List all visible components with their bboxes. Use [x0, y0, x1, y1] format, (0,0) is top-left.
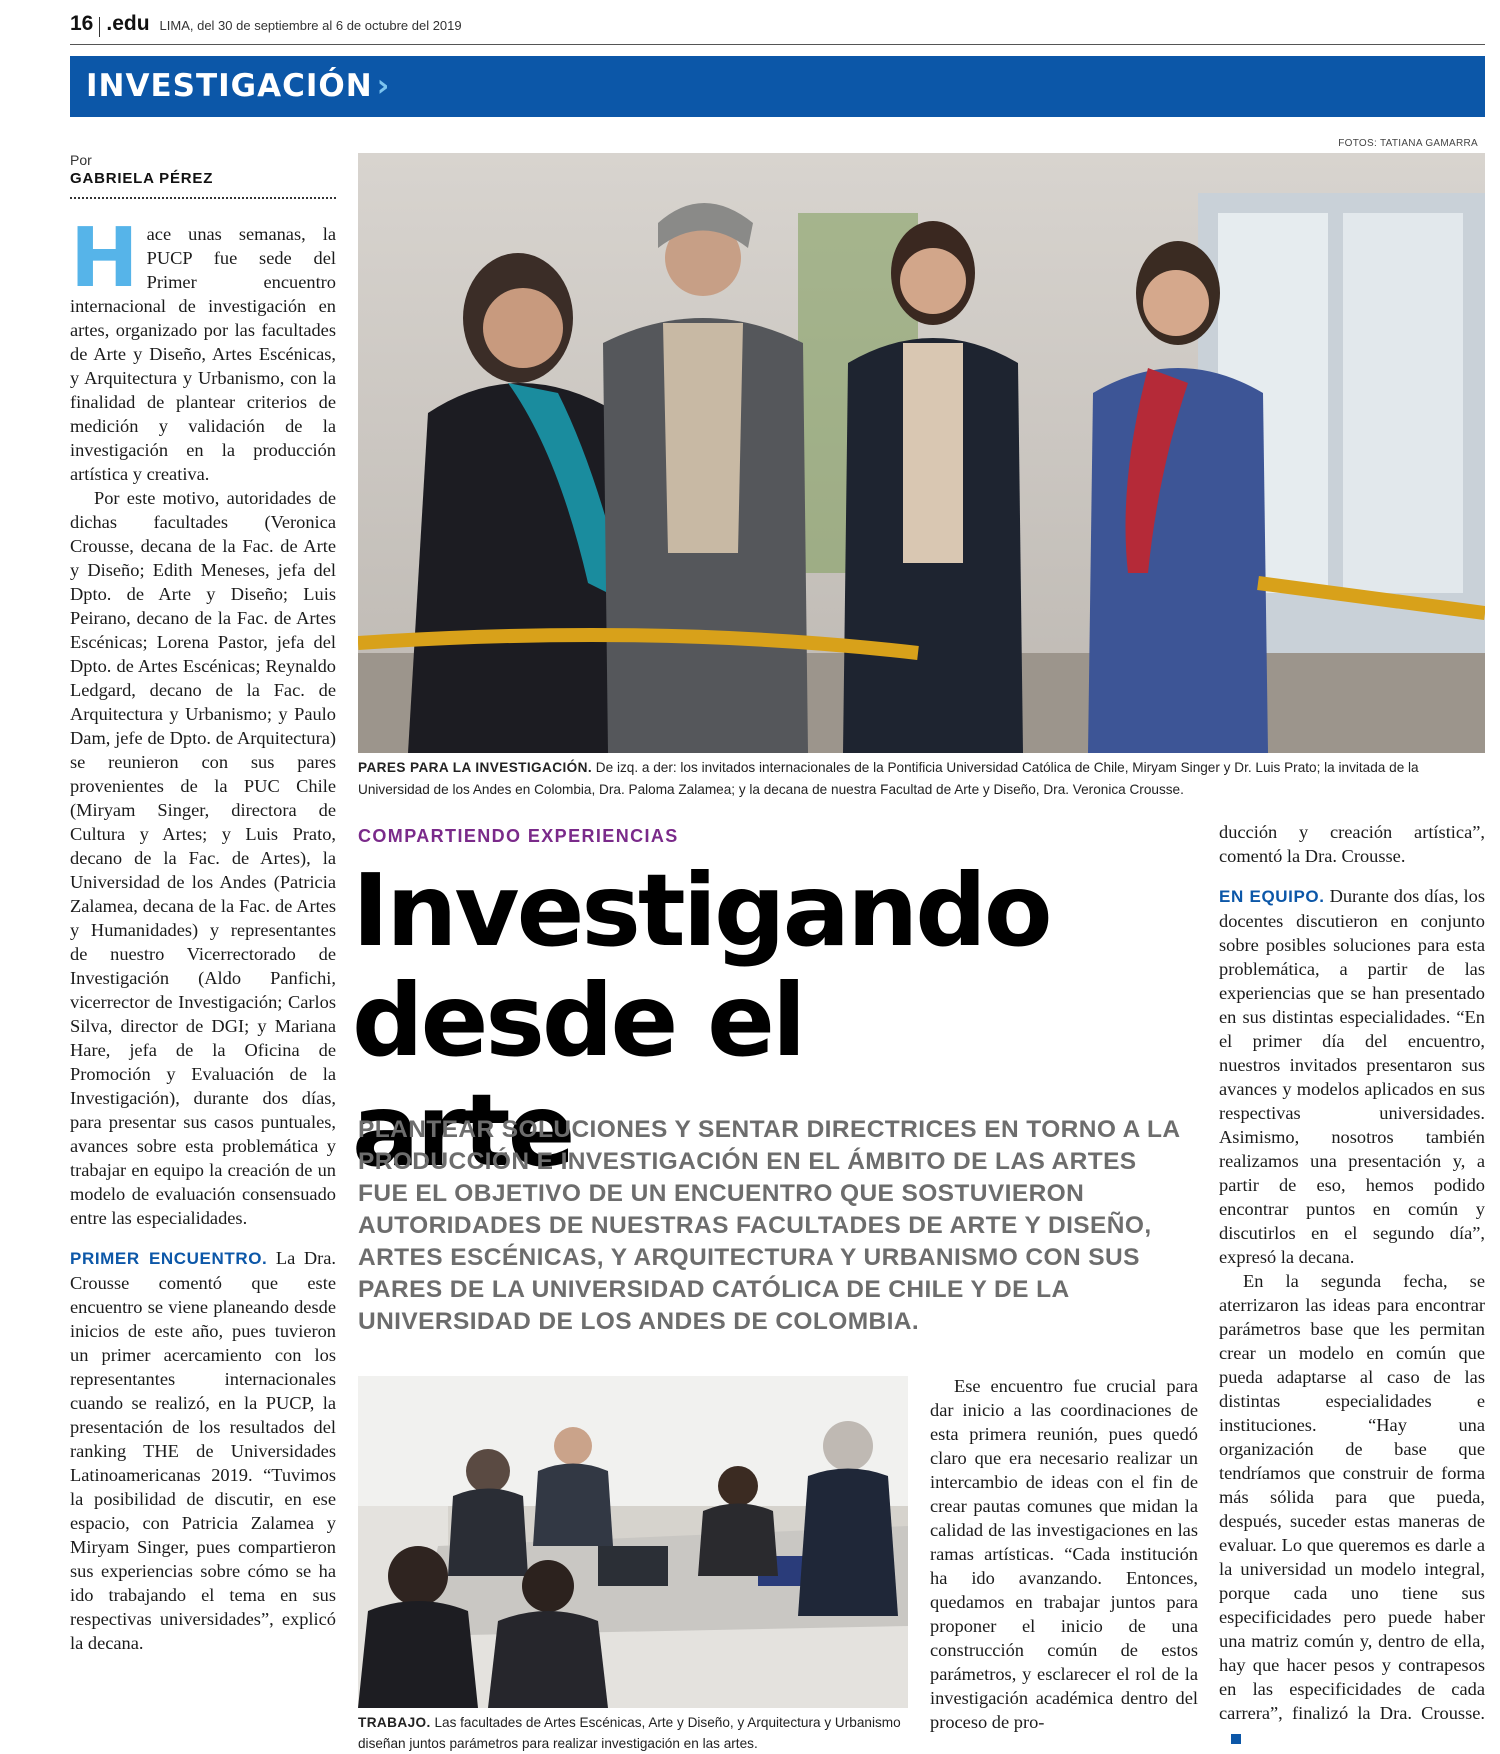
paragraph-7-text: En la segunda fecha, se aterrizaron las ideas para encontrar parámetros base que les permitan crear un modelo en común que pueda adaptarse al caso de las distintas especialidades e instituciones. “Hay una organización de base que tendríamos que construir de forma más sólida para que pueda, después, suceder estas maneras de evaluar. Lo que queremos es darle a la universidad un modelo integral, porque cada uno tiene sus especificidades pero puede haber una matriz común y, dentro de ella, hay que hacer pesos y contrapesos en las especificidades de cada carrera”, finalizó la Dra. Crousse.	[1219, 1271, 1485, 1723]
chevron-right-icon: ›	[376, 68, 391, 104]
paragraph-4: Ese encuentro fue crucial para dar inicio a las coordinaciones de esta primera reunión, pues quedó claro que era necesario realizar un intercambio de ideas con el fin de crear pautas comunes que midan la calidad de las investigaciones en las ramas artísticas. “Cada institución ha ido avanzando. Entonces, quedamos en trabajar juntos para proponer el inicio de una construcción común de estos parámetros, y esclarecer el rol de la investigación académica dentro del proceso de pro-	[930, 1376, 1198, 1732]
kicker: COMPARTIENDO EXPERIENCIAS	[358, 826, 679, 846]
article-column-1	[70, 222, 336, 1747]
subhead-en-equipo: EN EQUIPO.	[1219, 887, 1325, 906]
folio-divider	[99, 17, 100, 37]
main-photo-caption	[358, 757, 1485, 801]
meeting-image	[358, 1376, 908, 1708]
second-photo-caption	[358, 1712, 908, 1754]
paragraph-6-text: Durante dos días, los docentes discutieron en conjunto sobre posibles soluciones para esta problemática, a partir de las experiencias que se han presentado en sus distintas especialidades. “En el primer día del encuentro, nuestros invitados presentaron sus avances y modelos aplicados en sus respectivas universidades. Asimismo, nosotros también realizamos una presentación y, a partir de eso, hemos podido encontrar puntos en común y discutirlos en el segundo día”, expresó la decana.	[1219, 886, 1485, 1267]
caption-text-2: Las facultades de Artes Escénicas, Arte y Diseño, y Arquitectura y Urbanismo diseñan juntos parámetros para realizar investigación en las artes.	[358, 1715, 901, 1751]
folio-line	[70, 12, 462, 42]
byline-divider	[70, 197, 336, 199]
paragraph-6	[1219, 884, 1485, 1269]
headline-line-1: Investigando	[352, 852, 1050, 969]
paragraph-1	[70, 222, 336, 486]
paragraph-2: Por este motivo, autoridades de dichas facultades (Veronica Crousse, decana de la Fac. de Arte y Diseño; Edith Meneses, jefa del Dpto. de Arte y Diseño; Luis Peirano, decano de la Fac. de Artes Escénicas; Lorena Pastor, jefa del Dpto. de Artes Escénicas; Reynaldo Ledgard, decano de la Fac. de Arquitectura y Urbanismo; y Paulo Dam, jefe de Dpto. de Arquitectura) se reunieron con sus pares provenientes de la PUC Chile (Miryam Singer, directora de Cultura y Artes; y Luis Prato, decano de la Fac. de Artes), la Universidad de los Andes (Patricia Zalamea, decana de la Fac. de Artes y Humanidades) y representantes de nuestro Vicerrectorado de Investigación (Aldo Panfichi, vicerrector de Investigación; Carlos Silva, director de DGI; y Mariana Hare, jefa de la Oficina de Promoción y Evaluación de la Investigación), durante dos días, para presentar sus casos puntuales, avances sobre esta problemática y trabajar en equipo la creación de un modelo de evaluación consensuado entre las especialidades.	[70, 488, 336, 1228]
byline-prefix: Por	[70, 152, 92, 168]
paragraph-5: ducción y creación artística”, comentó la Dra. Crousse.	[1219, 822, 1485, 866]
second-photo	[358, 1376, 908, 1708]
drop-cap: H	[70, 222, 139, 306]
article-column-3	[930, 1374, 1198, 1754]
paragraph-1-text: ace unas semanas, la PUCP fue sede del Primer encuentro internacional de investigación en artes, organizado por las facultades de Arte y Diseño, Artes Escénicas, y Arquitectura y Urbanismo, con la finalidad de plantear criterios de medición y validación de la investigación en la producción artística y creativa.	[70, 224, 336, 484]
caption-lead: PARES PARA LA INVESTIGACIÓN.	[358, 760, 593, 775]
headline-line-2: desde el arte	[352, 962, 804, 1189]
group-portrait-image	[358, 153, 1485, 753]
subhead-primer-encuentro: PRIMER ENCUENTRO.	[70, 1249, 268, 1268]
caption-lead-2: TRABAJO.	[358, 1715, 431, 1730]
publication-brand: .edu	[106, 12, 150, 35]
dateline: LIMA, del 30 de septiembre al 6 de octubre del 2019	[159, 18, 462, 33]
section-title: INVESTIGACIÓN	[86, 68, 373, 104]
top-rule	[70, 44, 1485, 45]
section-label	[86, 68, 390, 104]
page-number: 16	[70, 12, 94, 35]
end-of-article-mark	[1231, 1734, 1241, 1744]
caption-text: De izq. a der: los invitados internacionales de la Pontificia Universidad Católica de Chile, Miryam Singer y Dr. Luis Prato; la invitada de la Universidad de los Andes en Colombia, Dra. Paloma Zalamea; y la decana de nuestra Facultad de Arte y Diseño, Dra. Veronica Crousse.	[358, 760, 1419, 797]
section-band	[70, 56, 1485, 117]
paragraph-3-text: La Dra. Crousse comentó que este encuentro se viene planeando desde inicios de este año, pues tuvieron un primer acercamiento con los representantes internacionales cuando se realizó, en la PUCP, la presentación de los resultados del ranking THE de Universidades Latinoamericanas 2019. “Tuvimos la posibilidad de discutir, en ese espacio, con Patricia Zalamea y Miryam Singer, pues compartieron sus experiencias sobre cómo se ha ido trabajando el tema en sus respectivas universidades”, explicó la decana.	[70, 1248, 336, 1653]
paragraph-7	[1219, 1269, 1485, 1749]
main-photo	[358, 153, 1485, 753]
dek: PLANTEAR SOLUCIONES Y SENTAR DIRECTRICES EN TORNO A LA PRODUCCIÓN E INVESTIGACIÓN EN EL ÁMBITO DE LAS ARTES FUE EL OBJETIVO DE UN ENCUENTRO QUE SOSTUVIERON AUTORIDADES DE NUESTRAS FACULTADES DE ARTE Y DISEÑO, ARTES ESCÉNICAS, Y ARQUITECTURA Y URBANISMO CON SUS PARES DE LA UNIVERSIDAD CATÓLICA DE CHILE Y DE LA UNIVERSIDAD DE LOS ANDES DE COLOMBIA.	[358, 1116, 1180, 1335]
article-column-4	[1219, 820, 1485, 1754]
photo-credit: FOTOS: TATIANA GAMARRA	[1338, 138, 1478, 149]
byline-author: GABRIELA PÉREZ	[70, 170, 214, 187]
paragraph-3	[70, 1246, 336, 1655]
